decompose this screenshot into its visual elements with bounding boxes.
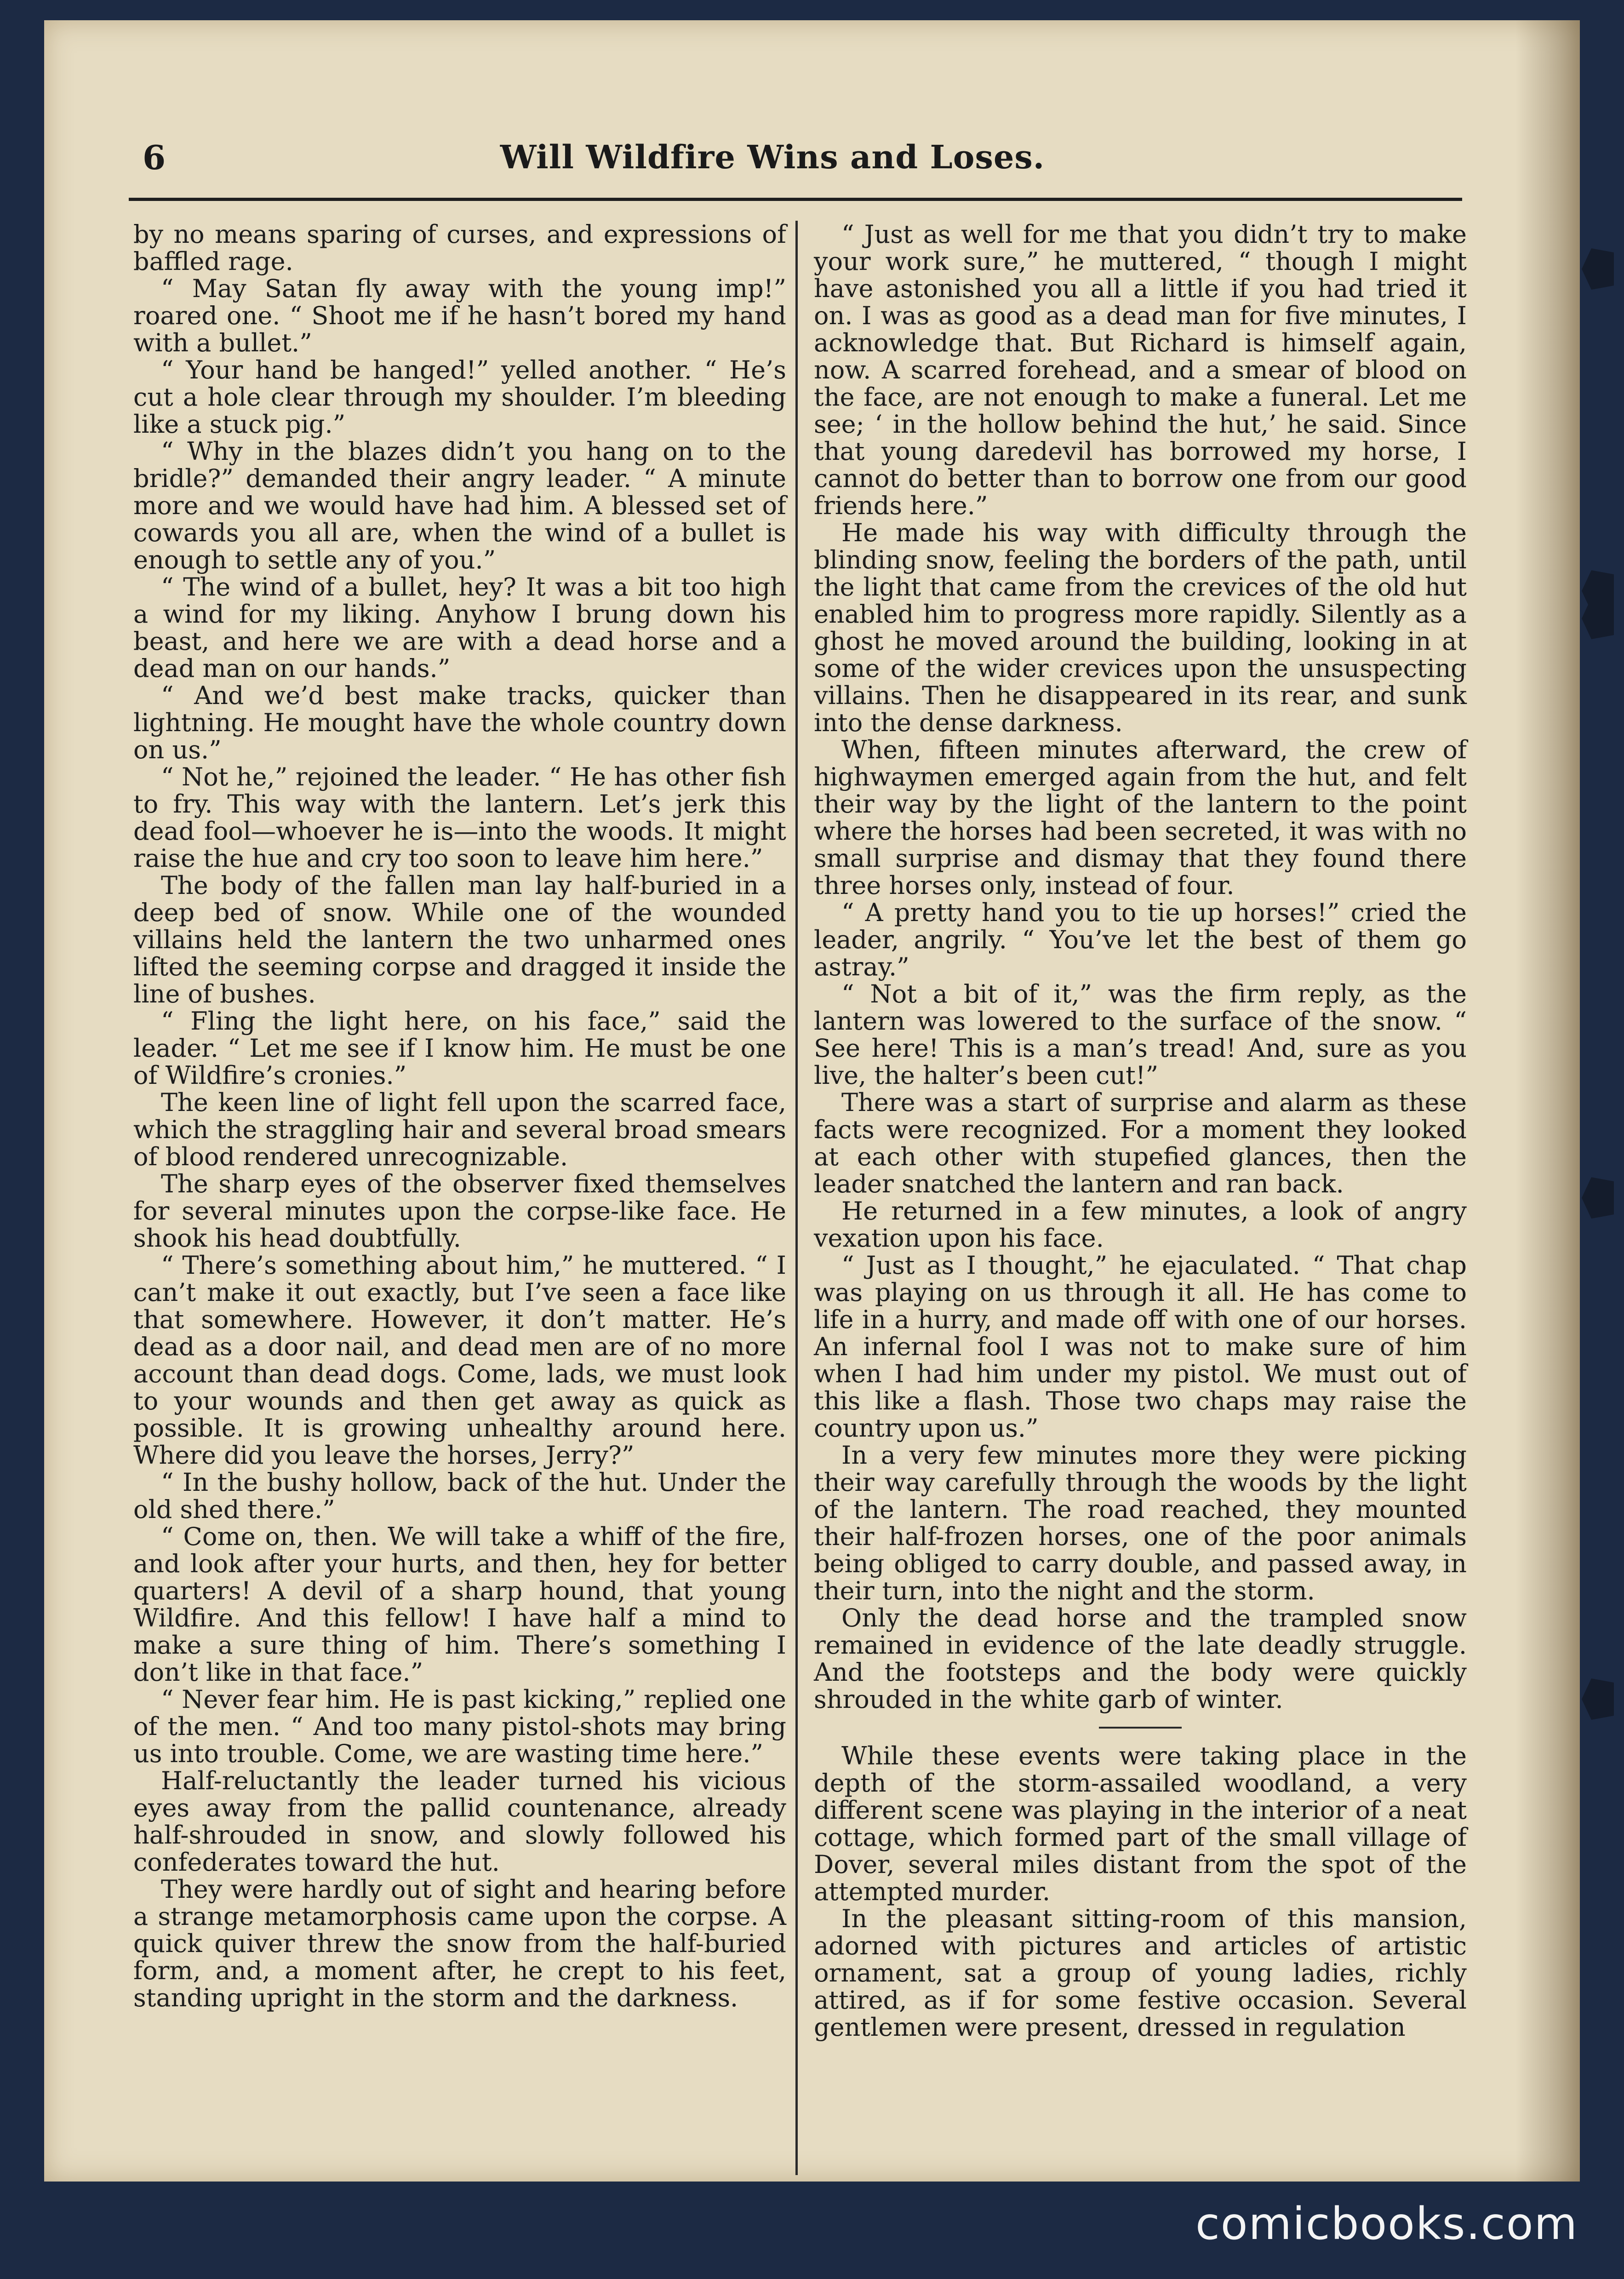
binding-notch xyxy=(1582,1177,1614,1219)
right-column xyxy=(814,221,1467,2041)
paragraph: “ Fling the light here, on his face,” said the leader. “ Let me see if I know him. He must be one of Wildfire’s cronies.” xyxy=(133,1007,786,1090)
paragraph: The body of the fallen man lay half-buried in a deep bed of snow. While one of the wounded villains held the lantern the two unharmed ones lifted the seeming corpse and dragged it inside the line of bushes. xyxy=(133,871,786,1008)
paragraph: “ Not a bit of it,” was the firm reply, as the lantern was lowered to the surface of the snow. “ See here! This is a man’s tread! And, sure as you live, the halter’s been cut!” xyxy=(814,979,1467,1090)
paragraph: by no means sparing of curses, and expressions of baffled rage. xyxy=(133,220,786,276)
paragraph: “ A pretty hand you to tie up horses!” cried the leader, angrily. “ You’ve let the best of them go astray.” xyxy=(814,898,1467,981)
paragraph: “ Never fear him. He is past kicking,” replied one of the men. “ And too many pistol-shots may bring us into trouble. Come, we are wasting time here.” xyxy=(133,1685,786,1768)
paragraph: “ And we’d best make tracks, quicker than lightning. He mought have the whole country down on us.” xyxy=(133,681,786,764)
paragraph: He returned in a few minutes, a look of angry vexation upon his face. xyxy=(814,1197,1467,1253)
running-header xyxy=(92,124,1453,189)
paragraph: “ Your hand be hanged!” yelled another. “ He’s cut a hole clear through my shoulder. I’m bleeding like a stuck pig.” xyxy=(133,355,786,439)
binding-notch xyxy=(1582,1678,1614,1720)
paragraph: “ Why in the blazes didn’t you hang on to the bridle?” demanded their angry leader. “ A minute more and we would have had him. A blessed set of cowards you all are, when the wind of a bullet is enough to settle any of you.” xyxy=(133,437,786,574)
paragraph: There was a start of surprise and alarm as these facts were recognized. For a moment they looked at each other with stupefied glances, then the leader snatched the lantern and ran back. xyxy=(814,1088,1467,1198)
paragraph: They were hardly out of sight and hearing before a strange metamorphosis came upon the corpse. A quick quiver threw the snow from the half-buried form, and, a moment after, he crept to his feet, standing upright in the storm and the darkness. xyxy=(133,1875,786,2012)
paragraph: When, fifteen minutes afterward, the crew of highwaymen emerged again from the hut, and felt their way by the light of the lantern to the point where the horses had been secreted, it was with no small surprise and dismay that they found there three horses only, instead of four. xyxy=(814,735,1467,900)
paragraph: “ Not he,” rejoined the leader. “ He has other fish to fry. This way with the lantern. Let’s jerk this dead fool—whoever he is—into the woods. It might raise the hue and cry too soon to leave him here.” xyxy=(133,762,786,873)
paragraph: “ May Satan fly away with the young imp!” roared one. “ Shoot me if he hasn’t bored my hand with a bullet.” xyxy=(133,274,786,357)
binding-notch xyxy=(1582,248,1614,290)
binding-notch xyxy=(1582,598,1614,639)
paragraph: “ In the bushy hollow, back of the hut. Under the old shed there.” xyxy=(133,1468,786,1524)
paragraph: The keen line of light fell upon the scarred face, which the straggling hair and several broad smears of blood rendered unrecognizable. xyxy=(133,1088,786,1171)
right-column-part-one xyxy=(814,221,1467,1713)
paragraph: In a very few minutes more they were picking their way carefully through the woods by the light of the lantern. The road reached, they mounted their half-frozen horses, one of the poor animals being obliged to carry double, and passed away, in their turn, into the night and the storm. xyxy=(814,1441,1467,1605)
paragraph: In the pleasant sitting-room of this mansion, adorned with pictures and articles of artistic ornament, sat a group of young ladies, richly attired, as if for some festive occasion. Several gentlemen were present, dressed in regulation xyxy=(814,1904,1467,2042)
paragraph: “ Just as I thought,” he ejaculated. “ That chap was playing on us through it all. He has come to life in a hurry, and made off with one of our horses. An infernal fool I was not to make sure of him when I had him under my pistol. We must out of this like a flash. Those two chaps may raise the country upon us.” xyxy=(814,1251,1467,1443)
page-edge-shadow xyxy=(1515,20,1580,2182)
paragraph: “ Just as well for me that you didn’t try to make your work sure,” he muttered, “ though I might have astonished you all a little if you had tried it on. I was as good as a dead man for five minutes, I acknowledge that. But Richard is himself again, now. A scarred forehead, and a smear of blood on the face, are not enough to make a funeral. Let me see; ‘ in the hollow behind the hut,’ he said. Since that young daredevil has borrowed my horse, I cannot do better than to borrow one from our good friends here.” xyxy=(814,220,1467,520)
paragraph: “ The wind of a bullet, hey? It was a bit too high a wind for my liking. Anyhow I brung down his beast, and here we are with a dead horse and a dead man on our hands.” xyxy=(133,573,786,683)
watermark-text: comicbooks.com xyxy=(1195,2198,1578,2250)
section-break-rule xyxy=(1099,1727,1182,1729)
paragraph: Only the dead horse and the trampled snow remained in evidence of the late deadly struggle. And the footsteps and the body were quickly shrouded in the white garb of winter. xyxy=(814,1603,1467,1714)
left-column xyxy=(133,221,786,2011)
paragraph: “ Come on, then. We will take a whiff of the fire, and look after your hurts, and then, hey for better quarters! A devil of a sharp hound, that young Wildfire. And this fellow! I have half a mind to make a sure thing of him. There’s something I don’t like in that face.” xyxy=(133,1522,786,1687)
paragraph: “ There’s something about him,” he muttered. “ I can’t make it out exactly, but I’ve seen a face like that somewhere. However, it don’t matter. He’s dead as a door nail, and dead men are of no more account than dead dogs. Come, lads, we must look to your wounds and then get away as quick as possible. It is growing unhealthy around here. Where did you leave the horses, Jerry?” xyxy=(133,1251,786,1470)
paragraph: Half-reluctantly the leader turned his vicious eyes away from the pallid countenance, already half-shrouded in snow, and slowly followed his confederates toward the hut. xyxy=(133,1766,786,1877)
paragraph: While these events were taking place in the depth of the storm-assailed woodland, a very different scene was playing in the interior of a neat cottage, which formed part of the small village of Dover, several miles distant from the spot of the attempted murder. xyxy=(814,1741,1467,1906)
page-number: 6 xyxy=(143,138,166,177)
running-title: Will Wildfire Wins and Loses. xyxy=(500,138,1045,176)
right-column-part-two xyxy=(814,1742,1467,2041)
column-divider xyxy=(795,221,798,2175)
paragraph: He made his way with difficulty through the blinding snow, feeling the borders of the path, until the light that came from the crevices of the old hut enabled him to progress more rapidly. Silently as a ghost he moved around the building, looking in at some of the wider crevices upon the unsuspecting villains. Then he disappeared in its rear, and sunk into the dense darkness. xyxy=(814,518,1467,737)
header-rule xyxy=(129,198,1462,201)
paragraph: The sharp eyes of the observer fixed themselves for several minutes upon the corpse-like face. He shook his head doubtfully. xyxy=(133,1169,786,1253)
